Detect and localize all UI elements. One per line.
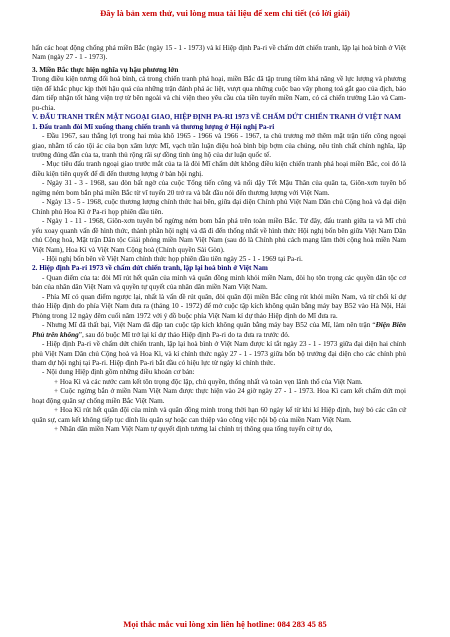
preview-notice-banner: Đây là bản xem thử, vui lòng mua tài liệu để xem chi tiết (có lời giải) [100, 8, 350, 18]
paragraph: - Mục tiêu đấu tranh ngoại giao trước mắt của ta là đòi Mĩ chấm dứt không điều kiện chiến tranh phá hoại miền Bắc, coi đó là điều kiện tiên quyết để đi đến thương lượng ở bàn hội nghị. [32, 160, 406, 178]
paragraph: - Ngày 1 - 11 - 1968, Giôn-xơn tuyên bố ngừng ném bom bắn phá trên toàn miền Bắc. Từ đây, đấu tranh giữa ta và Mĩ chủ yếu xoay quanh vấn đề hình thức, thành phần hội nghị và đã đi đến thống nhất về hình thức Hội nghị bốn bên giữa Việt Nam Dân chủ Cộng hoà, Mặt trận Dân tộc Giải phóng miền Nam Việt Nam (sau đó là Chính phủ cách mạng lâm thời cộng hoà miền Nam Việt Nam), Hoa Kì và Việt Nam Cộng hoà (Chính quyền Sài Gòn). [32, 217, 406, 254]
paragraph: - Nội dung Hiệp định gồm những điều khoản cơ bản: [42, 368, 195, 377]
paragraph: - Hiệp định Pa-ri về chấm dứt chiến tranh, lập lại hoà bình ở Việt Nam được kí tắt ngày 23 - 1 - 1973 giữa đại diện hai chính phủ Việt Nam Dân chủ Cộng hoà và Hoa Kì, và kí chính thức ngày 27 - 1 - 1973 giữa bốn bộ trưởng đại diện cho các chính phủ tham dự hội nghị tại Pa-ri. Hiệp định Pa-ri bắt đầu có hiệu lực từ ngày kí chính thức. [32, 340, 406, 367]
subsection-heading: 2. Hiệp định Pa-ri 1973 về chấm dứt chiến tranh, lập lại hoà bình ở Việt Nam [32, 264, 268, 273]
text-run: - Nhưng Mĩ đã thất bại, Việt Nam đã đập tan cuộc tập kích không quân bằng máy bay B52 của Mĩ, làm nên trận “ [42, 321, 376, 330]
part-heading: V. ĐẤU TRANH TRÊN MẶT NGOẠI GIAO, HIỆP ĐỊNH PA-RI 1973 VỀ CHẤM DỨT CHIẾN TRANH Ở VIỆT NAM [32, 113, 401, 122]
paragraph [32, 321, 406, 340]
paragraph: - Ngày 13 - 5 - 1968, cuộc thương lượng chính thức hai bên, giữa đại diện Chính phủ Việt Nam Dân chủ Cộng hoà và đại diện Chính phủ Hoa Kì ở Pa-ri họp phiên đầu tiên. [32, 198, 406, 216]
paragraph: - Phía Mĩ có quan điểm ngược lại, nhất là vấn đề rút quân, đòi quân đội miền Bắc cũng rút khỏi miền Nam, và từ chối kí dự thảo Hiệp định do phía Việt Nam đưa ra (tháng 10 - 1972) để mở cuộc tập kích không quân bằng máy bay B52 vào Hà Nội, Hải Phòng trong 12 ngày đêm cuối năm 1972 với ý đồ buộc phía Việt Nam kí dự thảo Hiệp định do Mĩ đưa ra. [32, 292, 406, 320]
paragraph: - Đầu 1967, sau thắng lợi trong hai mùa khô 1965 - 1966 và 1966 - 1967, ta chủ trương mở thêm mặt trận tiến công ngoại giao, nhằm tố cáo tội ác của bọn xâm lược Mĩ, vạch trần luận điệu hoà bình bịp bợm của chúng, nêu tính chất chính nghĩa, lập trường đúng đắn của ta, tranh thủ rộng rãi sự đồng tình ủng hộ của dư luận quốc tế. [32, 132, 406, 159]
subsection-heading: 1. Đấu tranh đòi Mĩ xuống thang chiến tranh và thương lượng ở Hội nghị Pa-ri [32, 122, 275, 131]
paragraph: + Hoa Kì và các nước cam kết tôn trọng độc lập, chủ quyền, thống nhất và toàn vẹn lãnh thổ của Việt Nam. [54, 377, 363, 386]
paragraph: Trong điều kiện tương đối hoà bình, cả trong chiến tranh phá hoại, miền Bắc đã tập trung tiềm khả năng về lực lượng và phương tiện để khắc phục kịp thời hậu quả của những trận đánh phá ác liệt, vượt qua những cuộc bao vây phong toả gắt gao của địch, bảo đảm tiếp nhận tốt hàng viện trợ từ bên ngoài và chi viện theo yêu cầu của tiền tuyến miền Nam, có cả chiến trường Lào và Cam-pu-chia. [32, 75, 406, 112]
paragraph: - Quan điểm của ta: đòi Mĩ rút hết quân của mình và quân đồng minh khỏi miền Nam, đòi họ tôn trọng các quyền dân tộc cơ bản của nhân dân Việt Nam và quyền tự quyết của nhân dân miền Nam Việt Nam. [32, 273, 406, 292]
paragraph: - Hội nghị bốn bên về Việt Nam chính thức họp phiên đầu tiên ngày 25 - 1 - 1969 tại Pa-ri. [42, 254, 303, 263]
emphasis-text: Điện Biên Phủ trên không [32, 321, 406, 339]
hotline-banner: Mọi thắc mắc vui lòng xin liên hệ hotline: 084 283 45 85 [123, 619, 327, 629]
paragraph: + Nhân dân miền Nam Việt Nam tự quyết định tương lai chính trị thông qua tổng tuyển cử tự do, [54, 425, 333, 434]
paragraph: - Ngày 31 - 3 - 1968, sau đòn bất ngờ của cuộc Tổng tiến công và nổi dậy Tết Mậu Thân của quân ta, Giôn-xơn tuyên bố ngừng ném bom bắn phá miền Bắc từ vĩ tuyến 20 trở ra và bắt đầu nói đến thương lượng với Việt Nam. [32, 179, 406, 197]
text-run: ”, sau đó buộc Mĩ trở lại kí dự thảo Hiệp định Pa-ri do ta đưa ra trước đó. [78, 330, 290, 339]
paragraph: + Hoa Kì rút hết quân đội của mình và quân đồng minh trong thời hạn 60 ngày kể từ khi kí Hiệp định, huỷ bỏ các căn cứ quân sự, cam kết không tiếp tục dính líu quân sự hoặc can thiệp vào công việc nội bộ của miền Nam Việt Nam. [32, 406, 406, 424]
paragraph: hẩn các hoạt động chống phá miền Bắc (ngày 15 - 1 - 1973) và kí Hiệp định Pa-ri về chấm dứt chiến tranh, lập lại hoà bình ở Việt Nam (ngày 27 - 1 - 1973). [32, 44, 406, 62]
paragraph: + Cuộc ngừng bắn ở miền Nam Việt Nam được thực hiện vào 24 giờ ngày 27 - 1 - 1973. Hoa Kì cam kết chấm dứt mọi hoạt động quân sự chống miền Bắc Việt Nam. [32, 387, 406, 405]
section-heading: 3. Miền Bắc thực hiện nghĩa vụ hậu phương lớn [32, 65, 179, 74]
document-body [32, 44, 406, 435]
